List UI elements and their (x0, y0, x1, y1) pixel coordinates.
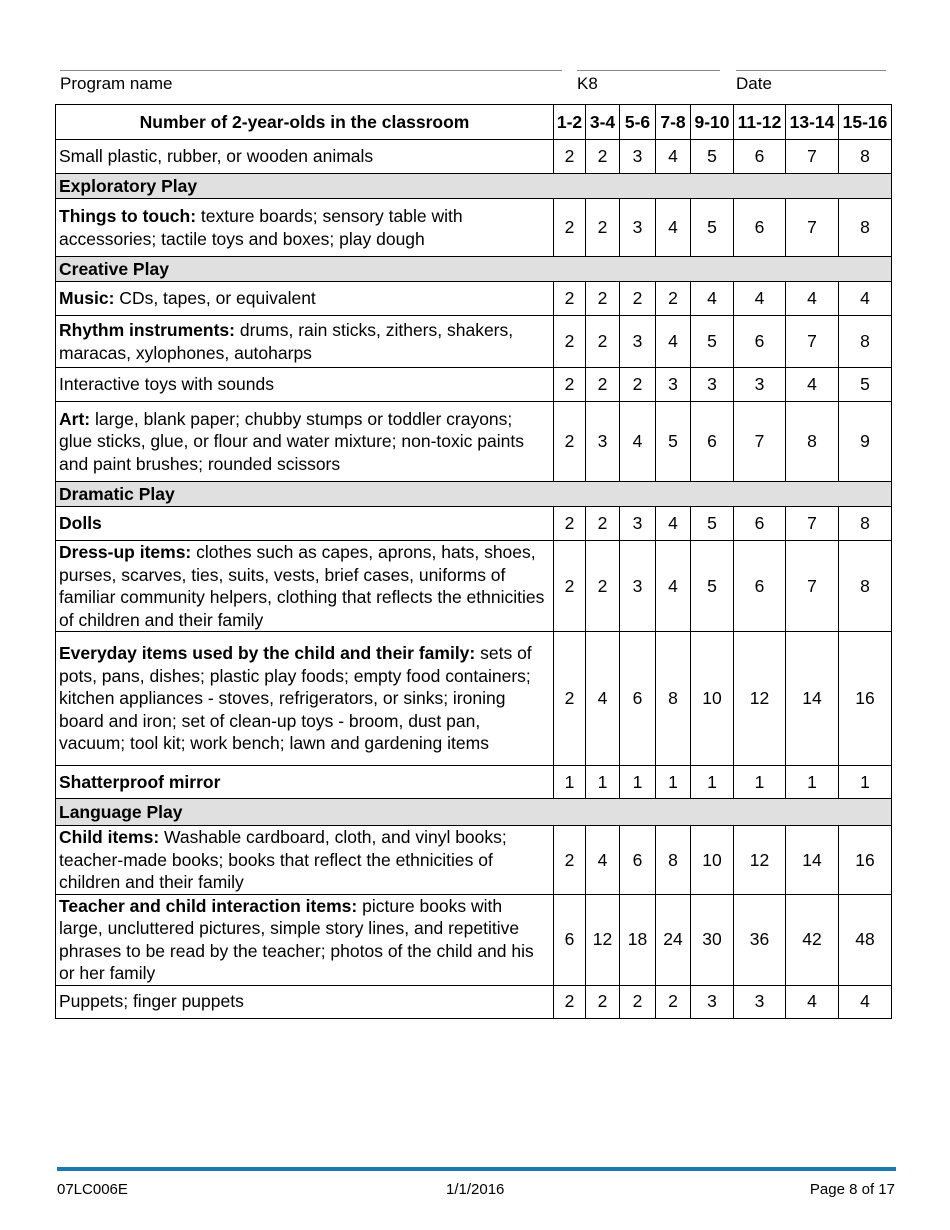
quantity-cell: 5 (691, 541, 734, 632)
quantity-cell: 6 (734, 316, 786, 368)
quantity-cell: 4 (786, 282, 839, 316)
quantity-cell: 18 (620, 894, 656, 985)
quantity-cell: 3 (620, 140, 656, 174)
quantity-cell: 2 (554, 507, 586, 541)
date-field[interactable] (736, 70, 886, 95)
quantity-cell: 8 (839, 541, 892, 632)
section-row (56, 174, 892, 199)
k8-field[interactable] (577, 70, 720, 95)
quantity-cell: 7 (786, 507, 839, 541)
k8-label: K8 (577, 74, 598, 93)
quantity-cell: 2 (620, 368, 656, 402)
quantity-cell: 24 (656, 894, 691, 985)
item-label-bold: Art: (59, 408, 91, 429)
quantity-cell: 2 (586, 140, 620, 174)
date-label: Date (736, 74, 772, 93)
item-description (56, 316, 554, 368)
item-label-text: drums, rain sticks, zithers, shakers, maracas, xylophones, autoharps (59, 320, 514, 363)
quantity-cell: 30 (691, 894, 734, 985)
quantity-cell: 3 (620, 507, 656, 541)
item-description (56, 282, 554, 316)
table-row (56, 316, 892, 368)
quantity-cell: 9 (839, 402, 892, 482)
quantity-cell: 5 (691, 140, 734, 174)
quantity-cell: 2 (554, 541, 586, 632)
quantity-cell: 8 (839, 199, 892, 257)
quantity-cell: 4 (839, 282, 892, 316)
item-description (56, 507, 554, 541)
quantity-cell: 2 (554, 140, 586, 174)
section-row (56, 482, 892, 507)
quantity-cell: 5 (839, 368, 892, 402)
table-row (56, 368, 892, 402)
quantity-cell: 3 (586, 402, 620, 482)
item-description (56, 632, 554, 766)
page-number: Page 8 of 17 (809, 1181, 895, 1198)
quantity-cell: 3 (691, 985, 734, 1018)
program-name-field[interactable] (60, 70, 562, 95)
table-row (56, 766, 892, 799)
program-name-label: Program name (60, 74, 173, 93)
item-description (56, 826, 554, 895)
quantity-cell: 6 (734, 199, 786, 257)
item-description (56, 368, 554, 402)
quantity-cell: 4 (839, 985, 892, 1018)
quantity-cell: 6 (734, 507, 786, 541)
item-label-bold: Dolls (59, 513, 102, 534)
quantity-cell: 2 (554, 282, 586, 316)
quantity-cell: 8 (839, 316, 892, 368)
item-label-text: sets of pots, pans, dishes; plastic play foods; empty food containers; kitchen appliances - stoves, refrigerators, or sinks; ironing board and iron; set of clean-up toys - broom, dust pan, vacuum; tool kit; work bench; lawn and gardening items (59, 643, 532, 754)
quantity-cell: 6 (620, 632, 656, 766)
table-row (56, 894, 892, 985)
quantity-cell: 10 (691, 826, 734, 895)
quantity-cell: 4 (586, 826, 620, 895)
quantity-cell: 4 (656, 541, 691, 632)
item-label-bold: Everyday items used by the child and their family: (59, 643, 476, 664)
quantity-cell: 2 (620, 985, 656, 1018)
quantity-cell: 8 (839, 507, 892, 541)
item-label-text: Small plastic, rubber, or wooden animals (59, 146, 374, 167)
quantity-cell: 6 (620, 826, 656, 895)
item-label-text: clothes such as capes, aprons, hats, shoes, purses, scarves, ties, suits, vests, brief cases, uniforms of familiar community helpers, clothing that reflects the ethnicities of children and their family (59, 542, 545, 630)
section-row (56, 257, 892, 282)
quantity-cell: 5 (691, 507, 734, 541)
table-row (56, 985, 892, 1018)
column-header: 9-10 (691, 105, 734, 140)
quantity-cell: 2 (586, 368, 620, 402)
quantity-cell: 7 (786, 541, 839, 632)
table-header-row (56, 105, 892, 140)
item-label-text: picture books with large, uncluttered pictures, simple story lines, and repetitive phrases to be read by the teacher; photos of the child and his or her family (59, 895, 534, 983)
item-description (56, 985, 554, 1018)
item-label-bold: Dress-up items: (59, 542, 192, 562)
quantity-cell: 5 (656, 402, 691, 482)
quantity-cell: 3 (691, 368, 734, 402)
quantity-cell: 42 (786, 894, 839, 985)
quantity-cell: 2 (586, 541, 620, 632)
quantity-cell: 1 (839, 766, 892, 799)
quantity-cell: 8 (656, 826, 691, 895)
table-row (56, 826, 892, 895)
quantity-cell: 7 (786, 140, 839, 174)
table-row (56, 507, 892, 541)
section-title: Exploratory Play (56, 174, 892, 199)
quantity-cell: 4 (734, 282, 786, 316)
item-description (56, 894, 554, 985)
quantity-cell: 16 (839, 632, 892, 766)
quantity-cell: 2 (554, 402, 586, 482)
quantity-cell: 8 (786, 402, 839, 482)
section-title: Creative Play (56, 257, 892, 282)
quantity-cell: 12 (734, 826, 786, 895)
table-row (56, 632, 892, 766)
section-title: Language Play (56, 799, 892, 826)
quantity-cell: 8 (839, 140, 892, 174)
quantity-cell: 7 (734, 402, 786, 482)
quantity-cell: 4 (586, 632, 620, 766)
item-label-bold: Music: (59, 288, 115, 309)
quantity-cell: 3 (620, 316, 656, 368)
item-label-text: large, blank paper; chubby stumps or toddler crayons; glue sticks, glue, or flour and water mixture; non-toxic paints and paint brushes; rounded scissors (59, 408, 524, 474)
quantity-cell: 1 (786, 766, 839, 799)
item-label-text: CDs, tapes, or equivalent (114, 288, 316, 309)
quantity-cell: 2 (586, 985, 620, 1018)
quantity-cell: 48 (839, 894, 892, 985)
quantity-cell: 12 (586, 894, 620, 985)
quantity-cell: 14 (786, 826, 839, 895)
item-label-text: texture boards; sensory table with accessories; tactile toys and boxes; play dough (59, 206, 463, 249)
quantity-cell: 2 (586, 199, 620, 257)
quantity-cell: 4 (620, 402, 656, 482)
materials-table (55, 104, 892, 1019)
quantity-cell: 1 (586, 766, 620, 799)
quantity-cell: 4 (656, 199, 691, 257)
quantity-cell: 1 (691, 766, 734, 799)
quantity-cell: 1 (554, 766, 586, 799)
quantity-cell: 2 (586, 282, 620, 316)
quantity-cell: 2 (586, 316, 620, 368)
quantity-cell: 2 (620, 282, 656, 316)
footer-divider (57, 1167, 896, 1171)
quantity-cell: 3 (734, 368, 786, 402)
quantity-cell: 5 (691, 199, 734, 257)
quantity-cell: 1 (734, 766, 786, 799)
table-row (56, 402, 892, 482)
quantity-cell: 2 (554, 985, 586, 1018)
form-code: 07LC006E (57, 1181, 128, 1198)
quantity-cell: 1 (656, 766, 691, 799)
column-header: 7-8 (656, 105, 691, 140)
quantity-cell: 6 (554, 894, 586, 985)
quantity-cell: 3 (620, 199, 656, 257)
quantity-cell: 10 (691, 632, 734, 766)
revision-date: 1/1/2016 (446, 1181, 505, 1198)
table-row (56, 199, 892, 257)
section-title: Dramatic Play (56, 482, 892, 507)
quantity-cell: 14 (786, 632, 839, 766)
quantity-cell: 3 (656, 368, 691, 402)
item-description (56, 140, 554, 174)
quantity-cell: 3 (620, 541, 656, 632)
quantity-cell: 2 (656, 282, 691, 316)
column-header: 13-14 (786, 105, 839, 140)
quantity-cell: 12 (734, 632, 786, 766)
table-row (56, 282, 892, 316)
item-description (56, 766, 554, 799)
item-label-bold: Rhythm instruments: (59, 320, 235, 340)
column-header: 5-6 (620, 105, 656, 140)
item-label-bold: Teacher and child interaction items: (59, 895, 358, 916)
item-label-bold: Child items: (59, 827, 160, 847)
quantity-cell: 2 (554, 316, 586, 368)
quantity-cell: 8 (656, 632, 691, 766)
quantity-cell: 4 (786, 368, 839, 402)
item-label-text: Washable cardboard, cloth, and vinyl books; teacher-made books; books that reflect the ethnicities of children and their family (59, 827, 507, 892)
column-header: 3-4 (586, 105, 620, 140)
table-row (56, 541, 892, 632)
item-label-text: Interactive toys with sounds (59, 374, 274, 395)
quantity-cell: 4 (656, 316, 691, 368)
quantity-cell: 2 (586, 507, 620, 541)
quantity-cell: 3 (734, 985, 786, 1018)
quantity-cell: 2 (554, 199, 586, 257)
quantity-cell: 36 (734, 894, 786, 985)
quantity-cell: 2 (554, 826, 586, 895)
quantity-cell: 16 (839, 826, 892, 895)
quantity-cell: 4 (656, 507, 691, 541)
quantity-cell: 4 (786, 985, 839, 1018)
quantity-cell: 1 (620, 766, 656, 799)
quantity-cell: 4 (691, 282, 734, 316)
quantity-cell: 2 (656, 985, 691, 1018)
quantity-cell: 7 (786, 316, 839, 368)
quantity-cell: 2 (554, 632, 586, 766)
quantity-cell: 4 (656, 140, 691, 174)
item-description (56, 199, 554, 257)
column-header: 15-16 (839, 105, 892, 140)
item-label-bold: Things to touch: (59, 206, 197, 226)
item-label-bold: Shatterproof mirror (59, 771, 221, 792)
column-header: 1-2 (554, 105, 586, 140)
quantity-cell: 6 (734, 140, 786, 174)
quantity-cell: 6 (734, 541, 786, 632)
item-label-text: Puppets; finger puppets (59, 991, 244, 1012)
header-label: Number of 2-year-olds in the classroom (56, 105, 554, 140)
section-row (56, 799, 892, 826)
quantity-cell: 7 (786, 199, 839, 257)
quantity-cell: 2 (554, 368, 586, 402)
quantity-cell: 5 (691, 316, 734, 368)
item-description (56, 402, 554, 482)
table-row (56, 140, 892, 174)
quantity-cell: 6 (691, 402, 734, 482)
column-header: 11-12 (734, 105, 786, 140)
item-description (56, 541, 554, 632)
